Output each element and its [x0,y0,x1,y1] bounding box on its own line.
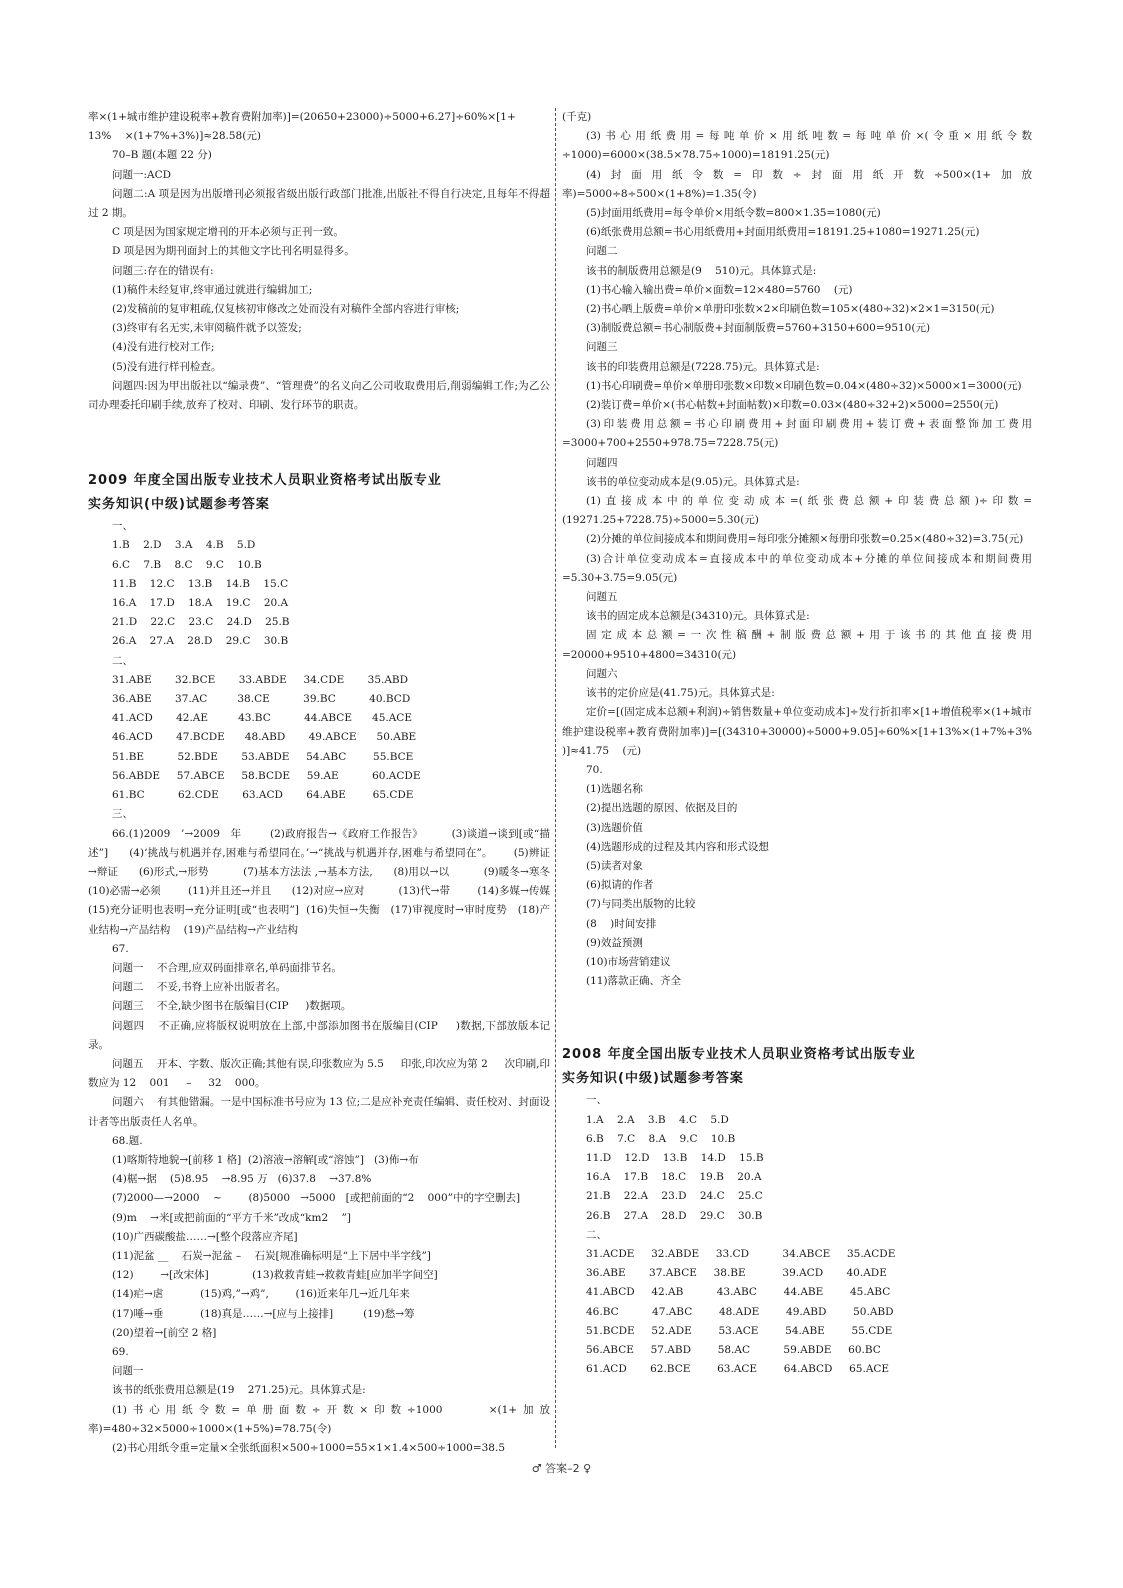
text-line: (1)书心印刷费=单价×单册印张数×印数×印刷色数=0.04×(480÷32)×5000×1=3000(元) [586,379,1022,392]
text-line: 46.ACD 47.BCDE 48.ABD 49.ABCE 50.ABE [112,731,417,744]
text-line: 一、 [586,1094,607,1107]
text-line: (3)终审有名无实,未审阅稿件就予以签发; [112,322,302,335]
text-line: (1)喀斯特地貌→[前移 1 格] (2)溶液→溶解[或“溶蚀”] (3)佈→布 [112,1153,419,1166]
text-line: (5)读者对象 [586,859,643,872]
text-line: (9)效益预测 [586,936,643,949]
text-line: (10)广西碳酸盐……→[整个段落应齐尾] [112,1230,298,1243]
text-line: (6)拟请的作者 [586,879,654,892]
text-line: (1)书心用纸令数=单册面数÷开数×印数÷1000 ×(1+加放率)=480÷32×5000÷1000×(1+5%)=78.75(令) [88,1403,550,1435]
text-line: 问题四 不正确,应将版权说明放在上部,中部添加图书在版编目(CIP )数据,下部放版本记录。 [88,1019,550,1051]
text-line: 一、 [112,520,133,533]
text-line: (3)书心用纸费用=每吨单价×用纸吨数=每吨单价×(令重×用纸令数÷1000)=6000×(38.5×78.75÷1000)=18191.25(元) [562,130,1032,162]
text-line: 该书的定价应是(41.75)元。具体算式是: [586,687,775,700]
text-line: 16.A 17.D 18.A 19.C 20.A [112,597,289,610]
text-line: 21.D 22.C 23.C 24.D 25.B [112,616,290,629]
heading-2009-line1: 2009 年度全国出版专业技术人员职业资格考试出版专业 [88,473,442,489]
text-line: C 项是因为国家规定增刊的开本必须与正刊一致。 [112,226,344,239]
text-line: 三、 [112,808,133,821]
text-line: 26.B 27.A 28.D 29.C 30.B [586,1209,763,1222]
text-line: 问题三 不全,缺少图书在版编目(CIP )数据项。 [112,1000,352,1013]
text-line: 11.B 12.C 13.B 14.B 15.C [112,577,289,590]
text-line: 46.BC 47.ABC 48.ADE 49.ABD 50.ABD [586,1305,894,1318]
text-line: 56.ABCE 57.ABD 58.AC 59.ABDE 60.BC [586,1343,881,1356]
text-line: 问题二:A 项是因为出版增刊必须报省级出版行政部门批准,出版社不得自行决定,且每年不得超过 2 期。 [88,187,550,220]
text-line: 26.A 27.A 28.D 29.C 30.B [112,635,289,648]
text-line: 问题五 [586,591,618,604]
text-line: (2)书心用纸令重=定量×全张纸面积×500÷1000=55×1×1.4×500÷1000=38.5 [112,1442,505,1454]
text-line: 固定成本总额=一次性稿酬+制版费总额+用于该书的其他直接费用=20000+9510+4800=34310(元) [562,629,1032,661]
text-line: 率×(1+城市维护建设税率+教育费附加率)]=(20650+23000)÷5000+6.27]÷60%×[1+ [88,111,516,123]
text-line: (20)望着→[前空 2 格] [112,1326,217,1339]
page-footer: ♂ 答案–2 ♀ [531,1462,592,1475]
text-line: 6.B 7.C 8.A 9.C 10.B [586,1132,736,1145]
text-line: (3)选题价值 [586,821,643,834]
text-line: (14)疟→虐 (15)鸡,”→鸡”, (16)近来年几→近几年来 [112,1288,410,1301]
text-line: 问题二 不妥,书脊上应补出版者名。 [112,981,287,994]
column-divider [555,108,556,1448]
text-line: 问题四 [586,456,618,469]
text-line: 51.BCDE 52.ADE 53.ACE 54.ABE 55.CDE [586,1324,893,1337]
text-line: 问题二 [586,245,618,258]
text-line: (7)2000—→2000 ~ (8)5000 →5000 [或把前面的“2 000”中的字空删去] [112,1192,521,1205]
text-line: 6.C 7.B 8.C 9.C 10.B [112,558,262,571]
text-line: 13% ×(1+7%+3%)]≈28.58(元) [88,130,261,143]
text-line: (2)装订费=单价×(书心帖数+封面帖数)×印数=0.03×(480÷32+2)×5000=2550(元) [586,399,999,412]
text-line: 二、 [586,1228,607,1241]
text-line: (5)封面用纸费用=每令单价×用纸令数=800×1.35=1080(元) [586,207,881,220]
text-line: (4)没有进行校对工作; [112,341,215,354]
left-pre-section [88,108,550,415]
heading-2008-line2: 实务知识(中级)试题参考答案 [562,1071,744,1087]
text-line: 41.ABCD 42.AB 43.ABC 44.ABE 45.ABC [586,1286,891,1299]
text-line: 二、 [112,654,133,667]
text-line: (17)唾→垂 (18)真是……→[应与上接排] (19)愁→筹 [112,1307,415,1320]
text-line: (10)市场营销建议 [586,955,671,968]
text-line: 36.ABE 37.AC 38.CE 39.BC 40.BCD [112,693,411,706]
text-line: 该书的制版费用总额是(9 510)元。具体算式是: [586,264,817,277]
text-line: 31.ACDE 32.ABDE 33.CD 34.ABCE 35.ACDE [586,1247,896,1260]
text-line: 问题三:存在的错误有: [112,264,214,277]
text-line: 11.D 12.D 13.B 14.D 15.B [586,1151,764,1164]
text-line: 51.BE 52.BDE 53.ABDE 54.ABC 55.BCE [112,750,414,763]
text-line: (3)印装费用总额=书心印刷费用+封面印刷费用+装订费+表面整饰加工费用=3000+700+2550+978.75=7228.75(元) [562,418,1032,450]
text-line: (9)m →米[或把前面的“平方千米”改成“km2 ”] [112,1211,351,1224]
text-line: 问题六 有其他错漏。一是中国标准书号应为 13 位;二是应补充责任编辑、责任校对、封面设计者等出版责任人名单。 [88,1096,550,1128]
right-post-section [562,1091,1032,1379]
text-line: (2)书心晒上版费=单价×单册印张数×2×印刷色数=105×(480÷32)×2×1=3150(元) [586,303,995,316]
text-line: (2)分摊的单位间接成本和期间费用=每印张分摊额×每册印张数=0.25×(480÷32)=3.75(元) [586,533,1024,546]
text-line: (3)制版费总额=书心制版费+封面制版费=5760+3150+600=9510(元) [586,322,931,335]
text-line: 70–B 题(本题 22 分) [112,149,212,162]
text-line: 67. [112,942,129,955]
text-line: 问题三 [586,341,618,354]
text-line: 该书的纸张费用总额是(19 271.25)元。具体算式是: [112,1384,366,1397]
text-line: (3)合计单位变动成本=直接成本中的单位变动成本+分摊的单位间接成本和期间费用=5.30+3.75=9.05(元) [562,552,1032,584]
text-line: (2)提出选题的原因、依据及目的 [586,802,738,815]
text-line: 16.A 17.B 18.C 19.B 20.A [586,1171,762,1184]
left-post-section [88,517,577,1458]
text-line: (7)与同类出版物的比较 [586,898,696,911]
text-line: (6)纸张费用总额=书心用纸费用+封面用纸费用=18191.25+1080=19271.25(元) [586,226,980,239]
text-line: 该书的固定成本总额是(34310)元。具体算式是: [586,610,810,623]
text-line: 问题一 [112,1365,144,1378]
text-line: (1)稿件未经复审,终审通过就进行编辑加工; [112,283,313,296]
text-line: (4)封面用纸令数=印数÷封面用纸开数÷500×(1+加放率)=5000÷8÷500×(1+8%)=1.35(令) [562,168,1032,200]
text-line: 定价=[(固定成本总额+利润)÷销售数量+单位变动成本]÷发行折扣率×[1+增值税率×(1+城市维护建设税率+教育费附加率)]=[(34310+30000)÷5000+9.05]÷60%×[1+13%×(1+7%+3% )]≈41.75 (元) [562,706,1046,757]
text-line: 31.ABE 32.BCE 33.ABDE 34.CDE 35.ABD [112,673,409,686]
text-line: 41.ACD 42.AE 43.BC 44.ABCE 45.ACE [112,712,412,725]
text-line: 68.题. [112,1134,143,1147]
text-line: 问题五 开本、字数、版次正确;其他有误,印张数应为 5.5 印张,印次应为第 2 次印刷,印数应为 12 001 – 32 000。 [88,1057,550,1090]
text-line: 61.BC 62.CDE 63.ACD 64.ABE 65.CDE [112,789,414,802]
text-line: (11)落款正确、齐全 [586,975,682,988]
right-column [562,108,1046,1379]
text-line: (1)选题名称 [586,783,643,796]
text-line: 问题四:因为甲出版社以“编录费”、“管理费”的名义向乙公司收取费用后,削弱编辑工作;为乙公司办理委托印刷手续,放弃了校对、印刷、发行环节的职责。 [88,379,550,412]
text-line: 56.ABDE 57.ABCE 58.BCDE 59.AE 60.ACDE [112,769,421,782]
text-line: 该书的印装费用总额是(7228.75)元。具体算式是: [586,360,820,373]
text-line: (2)发稿前的复审粗疏,仅复核初审修改之处而没有对稿件全部内容进行审核; [112,303,460,316]
text-line: 1.B 2.D 3.A 4.B 5.D [112,539,256,552]
heading-2008-line1: 2008 年度全国出版专业技术人员职业资格考试出版专业 [562,1047,916,1063]
text-line: 该书的单位变动成本是(9.05)元。具体算式是: [586,475,800,488]
text-line: (11)泥盆 __ 石炭→泥盆 – 石炭[规准确标明是“上下居中半字线”] [112,1249,431,1262]
text-line: 问题一:ACD [112,168,172,181]
text-line: (5)没有进行样刊检查。 [112,360,222,373]
text-line: 1.A 2.A 3.B 4.C 5.D [586,1113,729,1126]
text-line: 69. [112,1345,129,1358]
text-line: D 项是因为期刊面封上的其他文字比刊名明显得多。 [112,245,355,258]
heading-2009-line2: 实务知识(中级)试题参考答案 [88,497,270,513]
text-line: (千克) [562,111,592,123]
text-line: (4)选题形成的过程及其内容和形式设想 [586,840,769,853]
text-line: (1)书心输入输出费=单价×面数=12×480=5760 (元) [586,283,853,296]
text-line: 21.B 22.A 23.D 24.C 25.C [586,1190,763,1203]
text-line: (8 )时间安排 [586,917,657,930]
text-line: (1)直接成本中的单位变动成本=(纸张费总额+印装费总额)÷印数=(19271.25+7228.75)÷5000=5.30(元) [562,495,1032,527]
text-line: (4)椐→据 (5)8.95 →8.95 万 (6)37.8 →37.8% [112,1173,372,1186]
text-line: 36.ABE 37.ABCE 38.BE 39.ACD 40.ADE [586,1267,887,1280]
text-line: 问题六 [586,667,618,680]
right-pre-section [562,108,1046,991]
text-line: 70. [586,763,603,776]
text-line: 问题一 不合理,应双码面排章名,单码面排节名。 [112,961,343,974]
text-line: 66.(1)2009 ’→2009 年 (2)政府报告→《政府工作报告》 (3)谈道→谈到[或“描述”] (4)‘挑战与机遇并存,困难与希望同在。’→“挑战与机遇并存,困难与希望同在”。 (5)辨证→辩证 (6)形式,→形势 (7)基本方法法 ,→基本方法, (8)用以→以 (9)暖冬→寒冬 (10)必需→必须 (11)并且还→并且 (12)对应→应对 (13)代→带 (14)多媒→传媒 (15)充分证明也表明→充分证明[或“也表明”] (16)失恒→失衡 (17)审视度时→审时度势 (18)产业结构→产品结构 (19)产品结构→产业结构 [88,827,577,936]
text-line: (12) →[改宋体] (13)救救青蛙→救救青蛙[应加半字间空] [112,1269,438,1282]
text-line: 61.ACD 62.BCE 63.ACE 64.ABCD 65.ACE [586,1363,890,1376]
